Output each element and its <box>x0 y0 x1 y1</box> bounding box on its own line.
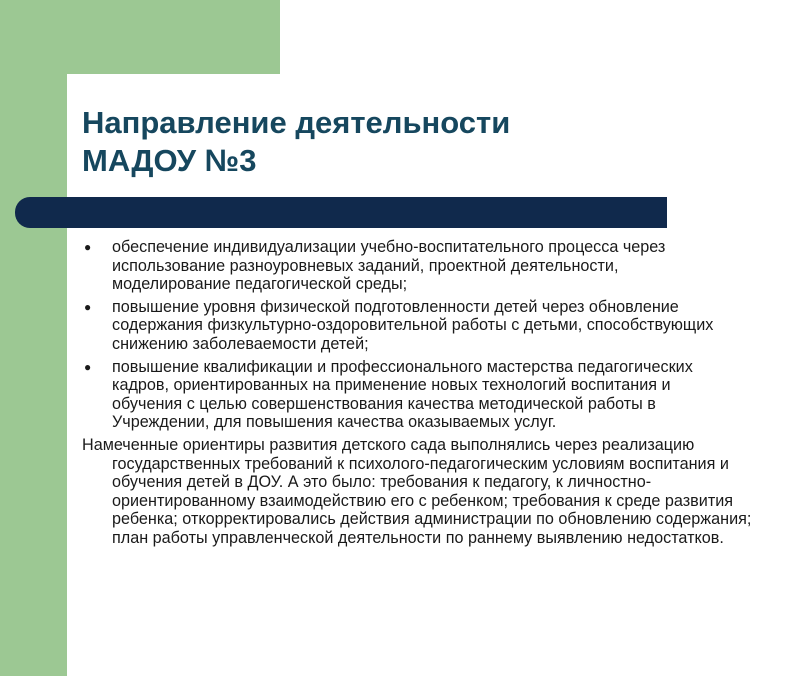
summary-paragraph: Намеченные ориентиры развития детского сада выполнялись через реализацию государственных требований к психолого-педагогическим условиям воспитания и обучения детей в ДОУ. А это было: требования к педагогу, к личностно-ориентированному взаимодействию его с ребенком; требования к среде развития ребенка; откорректировались действия администрации по обновлению содержания; план работы управленческой деятельности по раннему выявлению недостатков. <box>82 435 752 547</box>
title-divider-bar <box>15 197 667 228</box>
slide-title <box>82 104 702 180</box>
slide-body <box>82 238 782 548</box>
bullet-text: повышение квалификации и профессионального мастерства педагогических кадров, ориентированных на применение новых технологий воспитания и обучения с целью совершенствования качества методической работы в Учреждении, для повышения качества оказываемых услуг. <box>112 357 693 432</box>
bullet-dot-icon: ● <box>84 299 92 314</box>
list-item <box>82 298 718 354</box>
list-item <box>82 358 718 432</box>
bullet-text: обеспечение индивидуализации учебно-воспитательного процесса через использование разноуровневых заданий, проектной деятельности, моделирование педагогической среды; <box>112 238 666 294</box>
bullet-text: повышение уровня физической подготовленности детей через обновление содержания физкультурно-оздоровительной работы с детьми, способствующих снижению заболеваемости детей; <box>112 297 714 353</box>
green-side-stripe <box>0 0 67 676</box>
green-top-block <box>0 0 280 74</box>
bullet-dot-icon: ● <box>84 240 92 254</box>
list-item <box>82 238 718 294</box>
bullet-list <box>82 238 782 432</box>
slide-title-line-2: МАДОУ №3 <box>82 143 257 178</box>
bullet-dot-icon: ● <box>84 359 92 374</box>
slide-title-line-1: Направление деятельности <box>82 105 511 140</box>
